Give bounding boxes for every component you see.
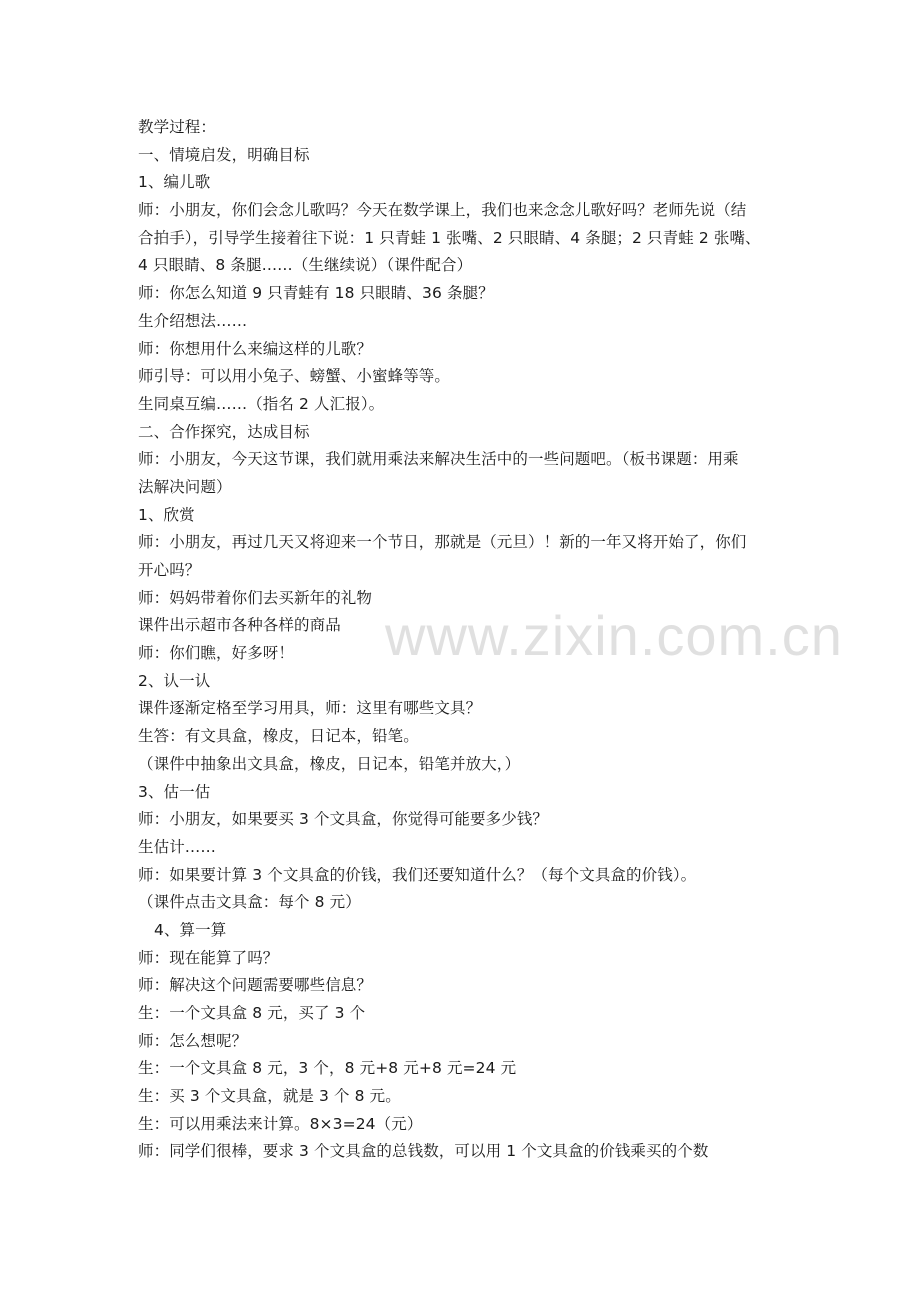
text-line: 师：你想用什么来编这样的儿歌？ — [138, 339, 373, 358]
text-line: 师：怎么想呢？ — [138, 1031, 248, 1050]
text-line: 生答：有文具盒，橡皮，日记本，铅笔。 — [138, 727, 419, 746]
text-line: 师：你们瞧，好多呀！ — [138, 644, 295, 663]
text-line: 合拍手），引导学生接着往下说：1 只青蛙 1 张嘴、2 只眼睛、4 条腿；2 只青蛙 2 张嘴、 — [138, 228, 761, 247]
text-line: 师：小朋友，今天这节课，我们就用乘法来解决生活中的一些问题吧。（板书课题：用乘 — [138, 450, 739, 469]
text-line: 生同桌互编……（指名 2 人汇报）。 — [138, 394, 385, 413]
text-line: 师：同学们很棒，要求 3 个文具盒的总钱数，可以用 1 个文具盒的价钱乘买的个数 — [138, 1142, 709, 1161]
text-line: 生估计…… — [138, 837, 217, 856]
text-line: （课件点击文具盒：每个 8 元） — [138, 893, 361, 912]
subsection-heading: 1、编儿歌 — [138, 173, 211, 192]
text-line: 师：如果要计算 3 个文具盒的价钱，我们还要知道什么？（每个文具盒的价钱）。 — [138, 865, 697, 884]
text-line: 生：一个文具盒 8 元，3 个，8 元+8 元+8 元=24 元 — [138, 1059, 517, 1078]
text-line: 生介绍想法…… — [138, 311, 248, 330]
text-line: 开心吗？ — [138, 561, 201, 579]
text-line: 师：小朋友，你们会念儿歌吗？今天在数学课上，我们也来念念儿歌好吗？老师先说（结 — [138, 201, 747, 220]
text-line: 师：小朋友，再过几天又将迎来一个节日，那就是（元旦）！新的一年又将开始了，你们 — [138, 533, 747, 552]
text-line: 师：解决这个问题需要哪些信息？ — [138, 976, 373, 995]
subsection-heading: 3、估一估 — [138, 782, 211, 801]
text-line: 师：你怎么知道 9 只青蛙有 18 只眼睛、36 条腿？ — [138, 284, 494, 303]
subsection-heading: 1、欣赏 — [138, 505, 195, 524]
text-line: 师：现在能算了吗？ — [138, 948, 279, 967]
text-line: 4 只眼睛、8 条腿……（生继续说）（课件配合） — [138, 256, 473, 275]
text-line: 课件逐渐定格至学习用具，师：这里有哪些文具？ — [138, 699, 482, 718]
section-heading: 一、情境启发，明确目标 — [138, 145, 310, 164]
subsection-heading: 2、认一认 — [138, 671, 211, 690]
text-line: 师引导：可以用小兔子、螃蟹、小蜜蜂等等。 — [138, 367, 451, 386]
site-watermark: www.zixin.com.cn — [385, 604, 843, 667]
text-line: 师：妈妈带着你们去买新年的礼物 — [138, 588, 373, 607]
text-line: 生：一个文具盒 8 元，买了 3 个 — [138, 1004, 366, 1022]
text-line: 法解决问题） — [138, 477, 232, 496]
text-line: 教学过程： — [138, 118, 217, 136]
text-line: 生：买 3 个文具盒，就是 3 个 8 元。 — [138, 1087, 401, 1106]
section-heading: 二、合作探究，达成目标 — [138, 422, 310, 441]
text-line: （课件中抽象出文具盒，橡皮，日记本，铅笔并放大，） — [138, 754, 521, 773]
subsection-heading: 4、算一算 — [154, 920, 227, 939]
text-line: 课件出示超市各种各样的商品 — [138, 616, 341, 635]
text-line: 师：小朋友，如果要买 3 个文具盒，你觉得可能要多少钱？ — [138, 810, 549, 829]
text-line: 生：可以用乘法来计算。8×3=24（元） — [138, 1114, 423, 1133]
